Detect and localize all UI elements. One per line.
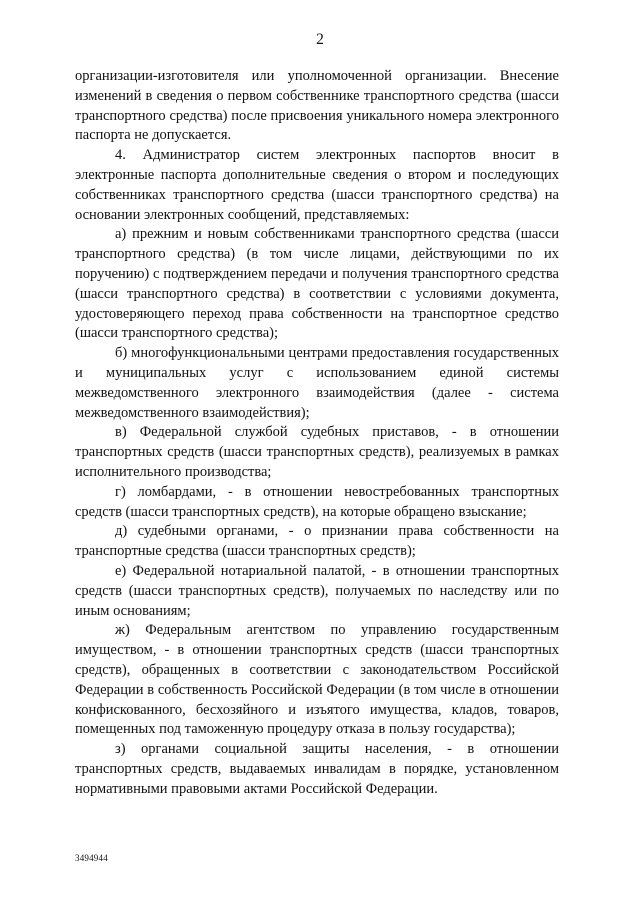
paragraph-clause-4: 4. Администратор систем электронных паспортов вносит в электронные паспорта дополнительные сведения о втором и последующих собственниках транспортного средства (шасси транспортного средства) на основании электронных сообщений, представляемых: xyxy=(75,147,559,223)
paragraph-item-zh: ж) Федеральным агентством по управлению государственным имуществом, - в отношении транспортных средств (шасси транспортных средств), обращенных в соответствии с законодательством Российской Федерации в собственность Российской Федерации (в том числе в отношении конфискованного, бесхозяйного и изъятого имущества, кладов, товаров, помещенных под таможенную процедуру отказа в пользу государства); xyxy=(75,622,559,738)
paragraph-item-v: в) Федеральной службой судебных приставов, - в отношении транспортных средств (шасси транспортных средств), реализуемых в рамках исполнительного производства; xyxy=(75,424,559,480)
paragraph-item-e: е) Федеральной нотариальной палатой, - в отношении транспортных средств (шасси транспортных средств), получаемых по наследству или по иным основаниям; xyxy=(75,562,559,619)
paragraph-item-g: г) ломбардами, - в отношении невостребованных транспортных средств (шасси транспортных средств), на которые обращено взыскание; xyxy=(75,483,559,520)
page-number: 2 xyxy=(316,31,324,48)
paragraph-item-b: б) многофункциональными центрами предоставления государственных и муниципальных услуг с использованием единой системы межведомственного электронного взаимодействия (далее - система межведомственного взаимодействия); xyxy=(75,345,559,421)
paragraph-item-z: з) органами социальной защиты населения, - в отношении транспортных средств, выдаваемых инвалидам в порядке, установленном нормативными правовыми актами Российской Федерации. xyxy=(75,741,559,797)
paragraph-item-d: д) судебными органами, - о признании права собственности на транспортные средства (шасси транспортных средств); xyxy=(75,523,559,560)
document-body xyxy=(75,67,559,799)
paragraph-continuation: организации-изготовителя или уполномоченной организации. Внесение изменений в сведения о первом собственнике транспортного средства (шасси транспортного средства) после присвоения уникального номера электронного паспорта не допускается. xyxy=(75,68,559,144)
paragraph-item-a: а) прежним и новым собственниками транспортного средства (шасси транспортного средства) (в том числе лицами, действующими по их поручению) с подтверждением передачи и получения транспортного средства (шасси транспортного средства) в соответствии с условиями документа, удостоверяющего переход права собственности на транспортное средство (шасси транспортного средства); xyxy=(75,226,559,342)
document-id: 3494944 xyxy=(75,853,108,863)
